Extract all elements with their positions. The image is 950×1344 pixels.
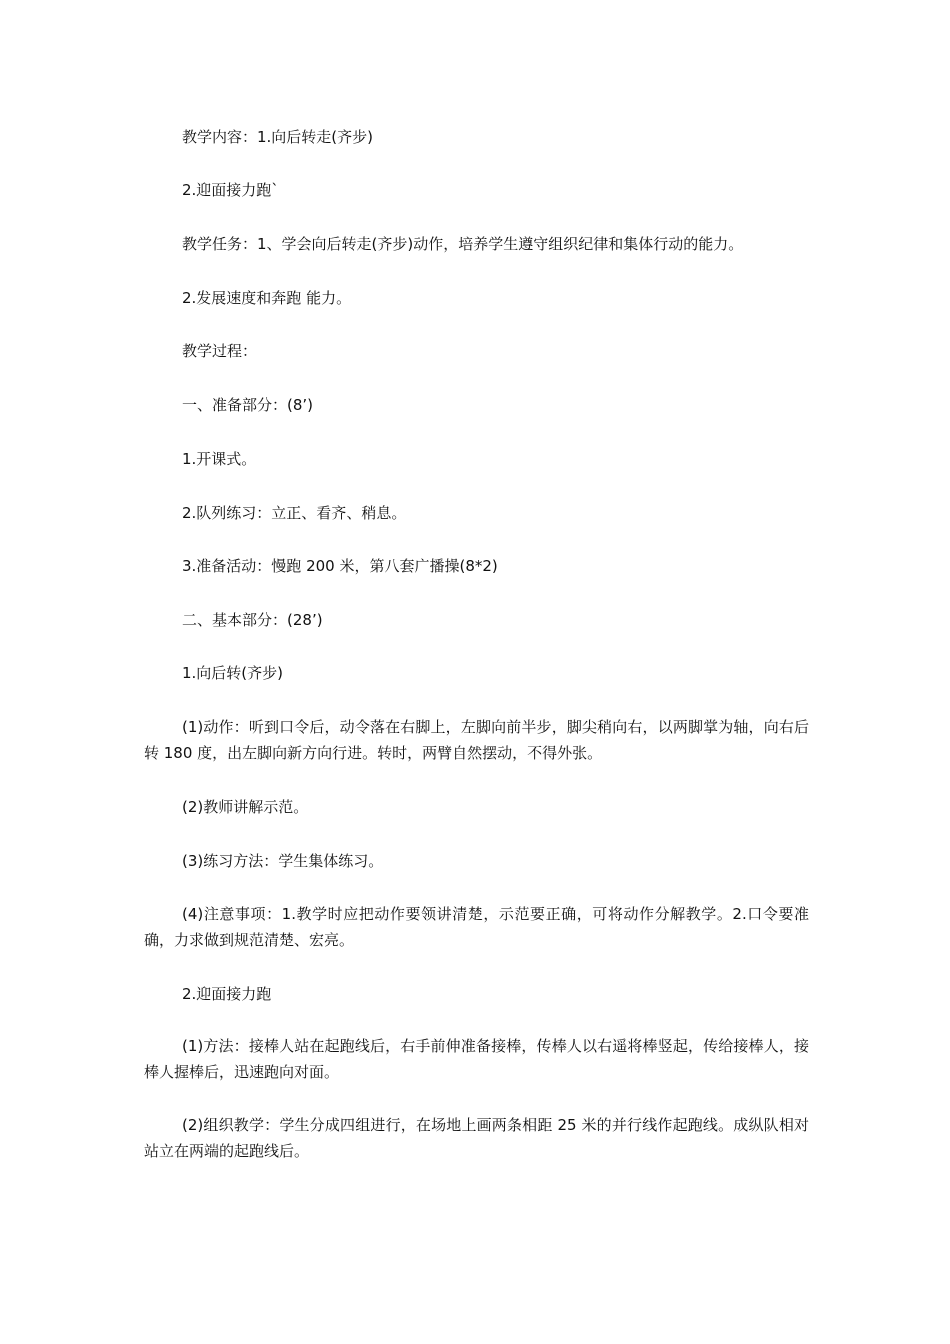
- basic-item-2-heading: 2.迎面接力跑: [182, 985, 272, 1003]
- organization-paragraph: (2)组织教学：学生分成四组进行，在场地上画两条相距 25 米的并行线作起跑线。成纵队相对站立在两端的起跑线后。: [144, 1116, 809, 1160]
- basic-item-1-heading: 1.向后转(齐步): [182, 664, 284, 682]
- action-paragraph: (1)动作：听到口令后，动令落在右脚上，左脚向前半步，脚尖稍向右，以两脚掌为轴，向右后转 180 度，出左脚向新方向行进。转时，两臂自然摆动，不得外张。: [144, 718, 809, 762]
- teaching-task-item-2: 2.发展速度和奔跑 能力。: [182, 289, 352, 307]
- teaching-content-item-2: 2.迎面接力跑`: [182, 181, 279, 199]
- method-paragraph: (1)方法：接棒人站在起跑线后，右手前伸准备接棒，传棒人以右遥将棒竖起，传给接棒人，接棒人握棒后，迅速跑向对面。: [144, 1037, 809, 1081]
- demo-line: (2)教师讲解示范。: [182, 798, 309, 816]
- preparation-section-heading: 一、准备部分：(8’): [182, 396, 314, 414]
- teaching-process-heading: 教学过程：: [182, 342, 258, 360]
- practice-method-line: (3)练习方法：学生集体练习。: [182, 852, 384, 870]
- preparation-item-1: 1.开课式。: [182, 450, 257, 468]
- teaching-content-line: 教学内容：1.向后转走(齐步): [182, 128, 374, 146]
- preparation-item-2: 2.队列练习：立正、看齐、稍息。: [182, 504, 407, 522]
- notes-paragraph: (4)注意事项：1.教学时应把动作要领讲清楚，示范要正确，可将动作分解教学。2.口令要准确，力求做到规范清楚、宏亮。: [144, 905, 809, 949]
- preparation-item-3: 3.准备活动：慢跑 200 米，第八套广播操(8*2): [182, 557, 498, 575]
- teaching-task-line: 教学任务：1、学会向后转走(齐步)动作，培养学生遵守组织纪律和集体行动的能力。: [182, 235, 744, 253]
- basic-section-heading: 二、基本部分：(28’): [182, 611, 323, 629]
